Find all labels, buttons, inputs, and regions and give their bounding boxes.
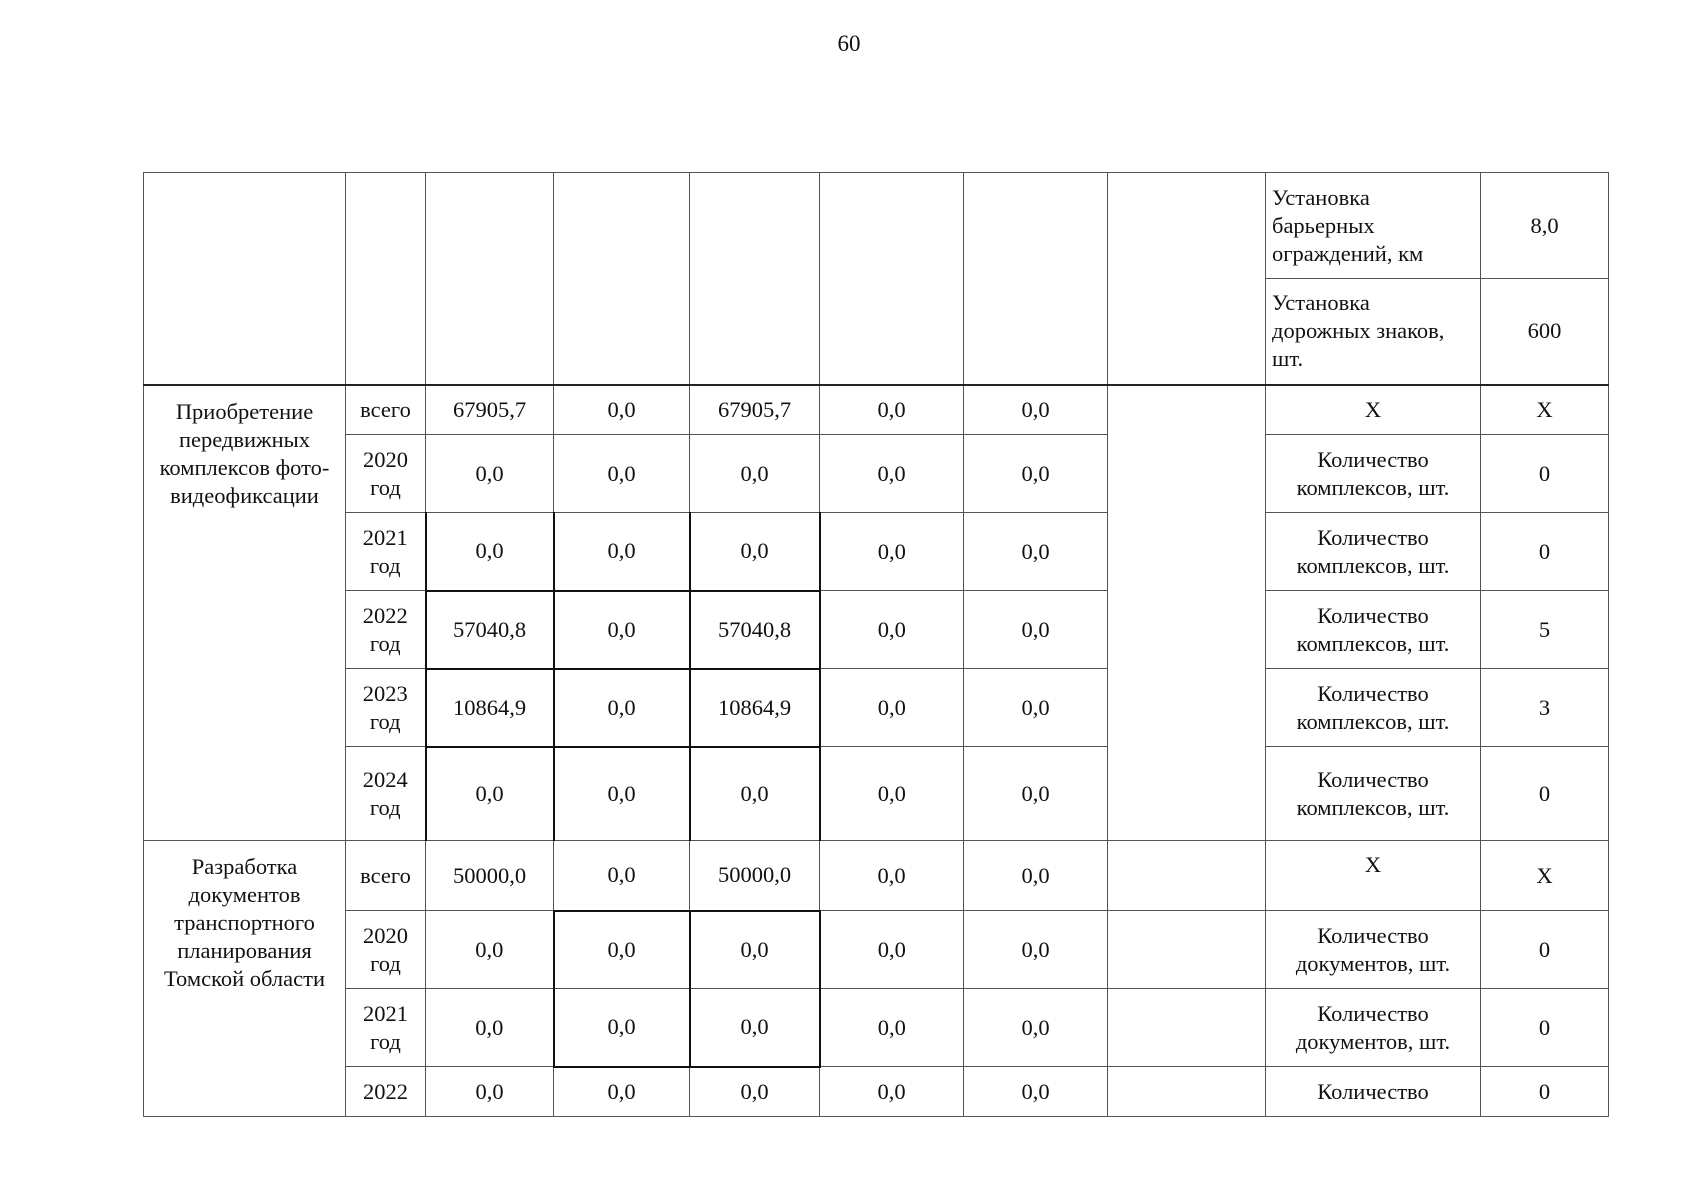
value-cell: 0,0	[554, 911, 690, 989]
value-cell: 0,0	[690, 435, 820, 513]
indicator-value: X	[1481, 841, 1609, 911]
empty-cell	[1108, 173, 1266, 385]
value-cell: 57040,8	[690, 591, 820, 669]
empty-cell	[554, 173, 690, 385]
value-cell: 0,0	[820, 989, 964, 1067]
table-row	[144, 173, 1609, 279]
table-row	[144, 989, 1609, 1067]
value-cell: 0,0	[964, 385, 1108, 435]
value-cell: 0,0	[820, 841, 964, 911]
value-cell: 0,0	[426, 989, 554, 1067]
value-cell: 0,0	[820, 1067, 964, 1117]
table-row	[144, 513, 1609, 591]
value-cell: 0,0	[690, 1067, 820, 1117]
value-cell: 50000,0	[690, 841, 820, 911]
indicator-value: 0	[1481, 435, 1609, 513]
value-cell: 0,0	[426, 513, 554, 591]
value-cell: 0,0	[964, 435, 1108, 513]
program-table	[143, 172, 1609, 1117]
value-cell: 0,0	[820, 747, 964, 841]
period-cell: 2022 год	[346, 591, 426, 669]
empty-cell	[426, 173, 554, 385]
value-cell: 0,0	[964, 669, 1108, 747]
value-cell: 0,0	[554, 747, 690, 841]
indicator-name: Количество комплексов, шт.	[1266, 435, 1481, 513]
indicator-value: 600	[1481, 279, 1609, 385]
table-row	[144, 1067, 1609, 1117]
empty-cell	[1108, 911, 1266, 989]
indicator-name: Количество комплексов, шт.	[1266, 669, 1481, 747]
empty-cell	[1108, 385, 1266, 841]
value-cell: 0,0	[690, 513, 820, 591]
indicator-name: Установка дорожных знаков, шт.	[1266, 279, 1481, 385]
indicator-value: X	[1481, 385, 1609, 435]
table-row	[144, 385, 1609, 435]
table-row	[144, 911, 1609, 989]
indicator-value: 0	[1481, 911, 1609, 989]
period-cell: всего	[346, 841, 426, 911]
indicator-name: Установка барьерных ограждений, км	[1266, 173, 1481, 279]
value-cell: 10864,9	[426, 669, 554, 747]
page-number: 60	[837, 31, 861, 56]
empty-cell	[820, 173, 964, 385]
empty-cell	[1108, 841, 1266, 911]
value-cell: 0,0	[820, 385, 964, 435]
indicator-name: Количество документов, шт.	[1266, 989, 1481, 1067]
period-cell: 2023 год	[346, 669, 426, 747]
value-cell: 0,0	[964, 591, 1108, 669]
value-cell: 67905,7	[690, 385, 820, 435]
value-cell: 0,0	[964, 841, 1108, 911]
indicator-name: X	[1266, 841, 1481, 911]
value-cell: 0,0	[554, 435, 690, 513]
value-cell: 0,0	[820, 591, 964, 669]
value-cell: 0,0	[554, 669, 690, 747]
value-cell: 0,0	[964, 911, 1108, 989]
empty-cell	[1108, 1067, 1266, 1117]
empty-cell	[144, 173, 346, 385]
value-cell: 0,0	[554, 385, 690, 435]
value-cell: 0,0	[820, 435, 964, 513]
value-cell: 0,0	[690, 989, 820, 1067]
indicator-name: Количество комплексов, шт.	[1266, 747, 1481, 841]
empty-cell	[690, 173, 820, 385]
value-cell: 57040,8	[426, 591, 554, 669]
indicator-name: X	[1266, 385, 1481, 435]
period-cell: 2021 год	[346, 513, 426, 591]
value-cell: 0,0	[964, 747, 1108, 841]
value-cell: 0,0	[554, 989, 690, 1067]
measure-name: Приобретение передвижных комплексов фото-видеофиксации	[144, 385, 346, 841]
indicator-value: 0	[1481, 1067, 1609, 1117]
value-cell: 67905,7	[426, 385, 554, 435]
period-cell: 2020 год	[346, 435, 426, 513]
value-cell: 50000,0	[426, 841, 554, 911]
indicator-name: Количество комплексов, шт.	[1266, 591, 1481, 669]
indicator-value: 5	[1481, 591, 1609, 669]
table-row	[144, 591, 1609, 669]
indicator-value: 8,0	[1481, 173, 1609, 279]
value-cell: 0,0	[820, 669, 964, 747]
indicator-value: 3	[1481, 669, 1609, 747]
period-cell: 2020 год	[346, 911, 426, 989]
empty-cell	[1108, 989, 1266, 1067]
value-cell: 0,0	[426, 911, 554, 989]
table-row	[144, 435, 1609, 513]
table-row	[144, 747, 1609, 841]
indicator-name: Количество комплексов, шт.	[1266, 513, 1481, 591]
value-cell: 0,0	[690, 911, 820, 989]
indicator-name: Количество	[1266, 1067, 1481, 1117]
indicator-value: 0	[1481, 989, 1609, 1067]
empty-cell	[346, 173, 426, 385]
table-row	[144, 841, 1609, 911]
value-cell: 0,0	[554, 591, 690, 669]
value-cell: 0,0	[426, 1067, 554, 1117]
indicator-name: Количество документов, шт.	[1266, 911, 1481, 989]
value-cell: 0,0	[690, 747, 820, 841]
value-cell: 0,0	[964, 1067, 1108, 1117]
value-cell: 0,0	[964, 989, 1108, 1067]
indicator-value: 0	[1481, 747, 1609, 841]
value-cell: 0,0	[554, 1067, 690, 1117]
period-cell: 2022	[346, 1067, 426, 1117]
value-cell: 0,0	[426, 747, 554, 841]
value-cell: 0,0	[426, 435, 554, 513]
empty-cell	[964, 173, 1108, 385]
value-cell: 0,0	[964, 513, 1108, 591]
value-cell: 10864,9	[690, 669, 820, 747]
period-cell: 2021 год	[346, 989, 426, 1067]
value-cell: 0,0	[820, 513, 964, 591]
period-cell: 2024 год	[346, 747, 426, 841]
table-row	[144, 669, 1609, 747]
value-cell: 0,0	[820, 911, 964, 989]
period-cell: всего	[346, 385, 426, 435]
indicator-value: 0	[1481, 513, 1609, 591]
measure-name: Разработка документов транспортного планирования Томской области	[144, 841, 346, 1117]
value-cell: 0,0	[554, 841, 690, 911]
value-cell: 0,0	[554, 513, 690, 591]
